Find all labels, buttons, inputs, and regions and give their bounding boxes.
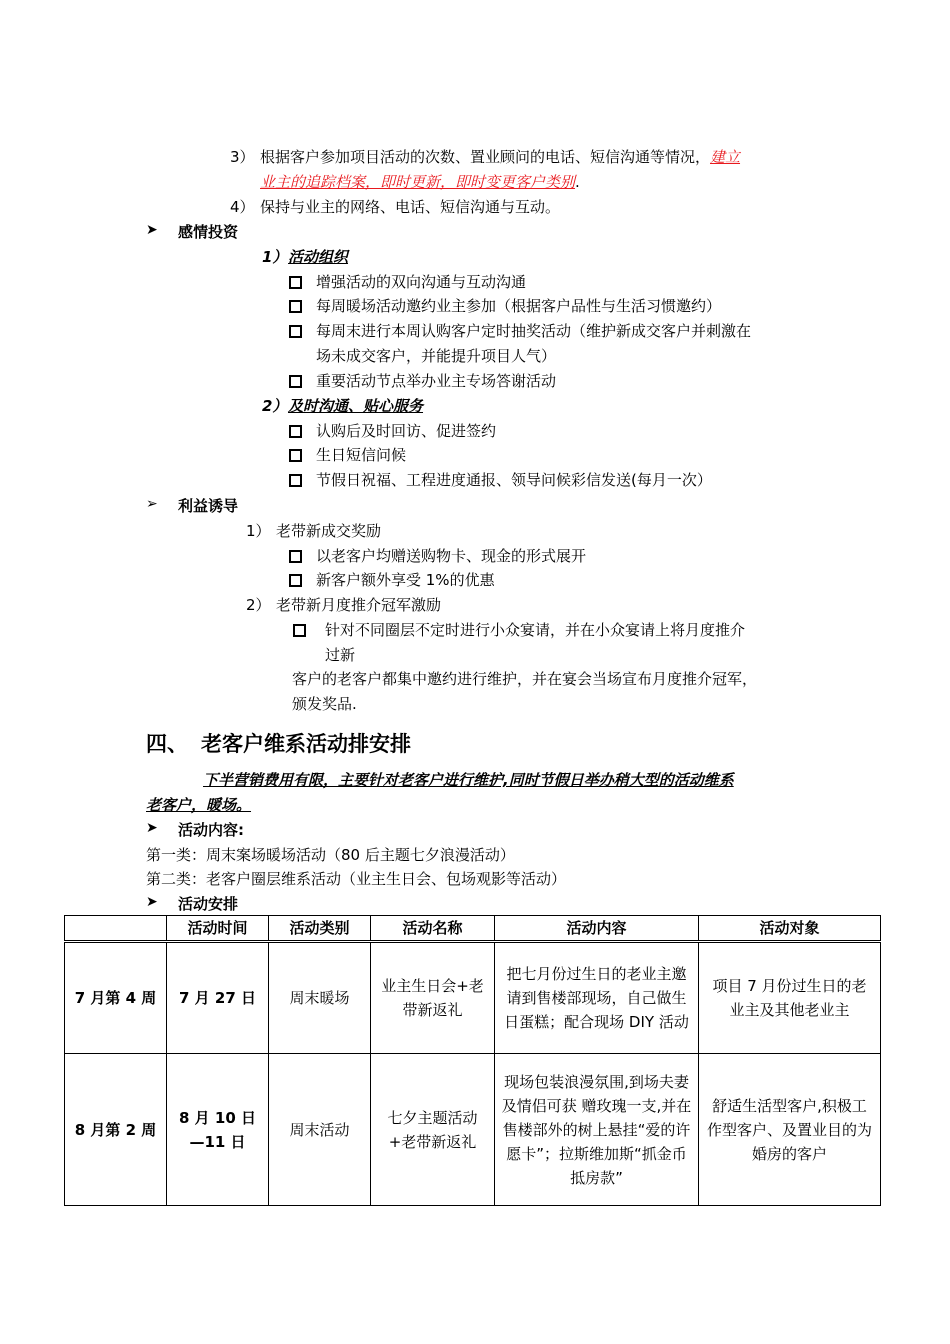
schedule-heading: 活动安排 xyxy=(178,895,239,913)
list-item: 每周末进行本周认购客户定时抽奖活动（维护新成交客户并刺激在 xyxy=(316,322,752,340)
header-cell: 活动名称 xyxy=(371,916,495,942)
checkbox-icon xyxy=(289,375,302,388)
list-item: 增强活动的双向沟通与互动沟通 xyxy=(316,273,527,291)
benefit-sub1-number: 1） xyxy=(246,522,271,540)
benefit-heading: 利益诱导 xyxy=(178,497,239,515)
content-cell: 把七月份过生日的老业主邀请到售楼部现场，自己做生日蛋糕；配合现场 DIY 活动 xyxy=(495,942,699,1054)
arrow-bullet-icon: ➤ xyxy=(146,894,158,910)
paragraph-line: 客户的老客户都集中邀约进行维护，并在宴会当场宣布月度推介冠军， xyxy=(292,670,758,688)
checkbox-icon xyxy=(289,574,302,587)
header-cell: 活动内容 xyxy=(495,916,699,942)
schedule-table xyxy=(64,915,881,1206)
benefit-sub2-number: 2） xyxy=(246,596,271,614)
item3-text-continued: 业主的追踪档案，即时更新，即时变更客户类别. xyxy=(260,173,580,191)
intro-line: 老客户，暖场。 xyxy=(146,796,252,814)
section-number: 四、 xyxy=(146,732,188,756)
checkbox-icon xyxy=(289,449,302,462)
header-cell: 活动类别 xyxy=(269,916,371,942)
item3-text: 根据客户参加项目活动的次数、置业顾问的电话、短信沟通等情况，建立 xyxy=(260,148,741,166)
section-title: 老客户维系活动排安排 xyxy=(201,732,411,756)
sub1-number: 1） xyxy=(262,248,288,266)
category-cell: 周末活动 xyxy=(269,1054,371,1206)
item4-text: 保持与业主的网络、电话、短信沟通与互动。 xyxy=(260,198,561,216)
list-item: 生日短信问候 xyxy=(316,446,407,464)
arrow-bullet-icon: ➤ xyxy=(146,820,158,836)
list-item: 针对不同圈层不定时进行小众宴请，并在小众宴请上将月度推介 xyxy=(325,621,746,639)
list-item-continued: 场未成交客户，并能提升项目人气） xyxy=(316,347,557,365)
checkbox-icon xyxy=(289,550,302,563)
emotional-heading: 感情投资 xyxy=(178,223,239,241)
list-item: 新客户额外享受 1%的优惠 xyxy=(316,571,495,589)
content-cell: 现场包装浪漫氛围,到场夫妻及情侣可获 赠玫瑰一支,并在售楼部外的树上悬挂“爱的许愿卡”；拉斯维加斯“抓金币抵房款” xyxy=(495,1054,699,1206)
arrow-bullet-icon: ➢ xyxy=(146,496,158,512)
time-cell: 7 月 27 日 xyxy=(167,942,269,1054)
week-cell: 8 月第 2 周 xyxy=(65,1054,167,1206)
table-header-row xyxy=(65,916,881,942)
list-item: 以老客户均赠送购物卡、现金的形式展开 xyxy=(316,547,587,565)
checkbox-icon xyxy=(289,276,302,289)
activity-type-1: 第一类：周末案场暖场活动（80 后主题七夕浪漫活动） xyxy=(146,846,515,864)
benefit-sub1-title: 老带新成交奖励 xyxy=(276,522,382,540)
list-item: 重要活动节点举办业主专场答谢活动 xyxy=(316,372,557,390)
header-cell: 活动时间 xyxy=(167,916,269,942)
name-cell: 业主生日会+老带新返礼 xyxy=(371,942,495,1054)
checkbox-icon xyxy=(289,325,302,338)
time-cell: 8 月 10 日—11 日 xyxy=(167,1054,269,1206)
header-cell: 活动对象 xyxy=(699,916,881,942)
name-cell: 七夕主题活动+老带新返礼 xyxy=(371,1054,495,1206)
table-row xyxy=(65,1054,881,1206)
target-cell: 舒适生活型客户,积极工作型客户、及置业目的为婚房的客户 xyxy=(699,1054,881,1206)
table-row xyxy=(65,942,881,1054)
list-item-continued: 过新 xyxy=(325,646,356,664)
list-item: 每周暖场活动邀约业主参加（根据客户品性与生活习惯邀约） xyxy=(316,297,722,315)
benefit-sub2-title: 老带新月度推介冠军激励 xyxy=(276,596,442,614)
arrow-bullet-icon: ➤ xyxy=(146,222,158,238)
week-cell: 7 月第 4 周 xyxy=(65,942,167,1054)
checkbox-icon xyxy=(289,425,302,438)
intro-line: 下半营销费用有限，主要针对老客户进行维护,同时节假日举办稍大型的活动维系 xyxy=(203,771,734,789)
checkbox-icon xyxy=(289,300,302,313)
activity-type-2: 第二类：老客户圈层维系活动（业主生日会、包场观影等活动） xyxy=(146,870,567,888)
paragraph-line: 颁发奖品. xyxy=(292,695,357,713)
sub2-title: 及时沟通、贴心服务 xyxy=(288,397,424,415)
list-item: 节假日祝福、工程进度通报、领导问候彩信发送(每月一次） xyxy=(316,471,712,489)
category-cell: 周末暖场 xyxy=(269,942,371,1054)
item3-number: 3） xyxy=(230,148,255,166)
sub2-number: 2） xyxy=(262,397,288,415)
header-cell xyxy=(65,916,167,942)
target-cell: 项目 7 月份过生日的老业主及其他老业主 xyxy=(699,942,881,1054)
item4-number: 4） xyxy=(230,198,255,216)
sub1-title: 活动组织 xyxy=(288,248,349,266)
content-heading: 活动内容: xyxy=(178,821,244,839)
checkbox-icon xyxy=(289,474,302,487)
checkbox-icon xyxy=(293,624,306,637)
list-item: 认购后及时回访、促进签约 xyxy=(316,422,497,440)
